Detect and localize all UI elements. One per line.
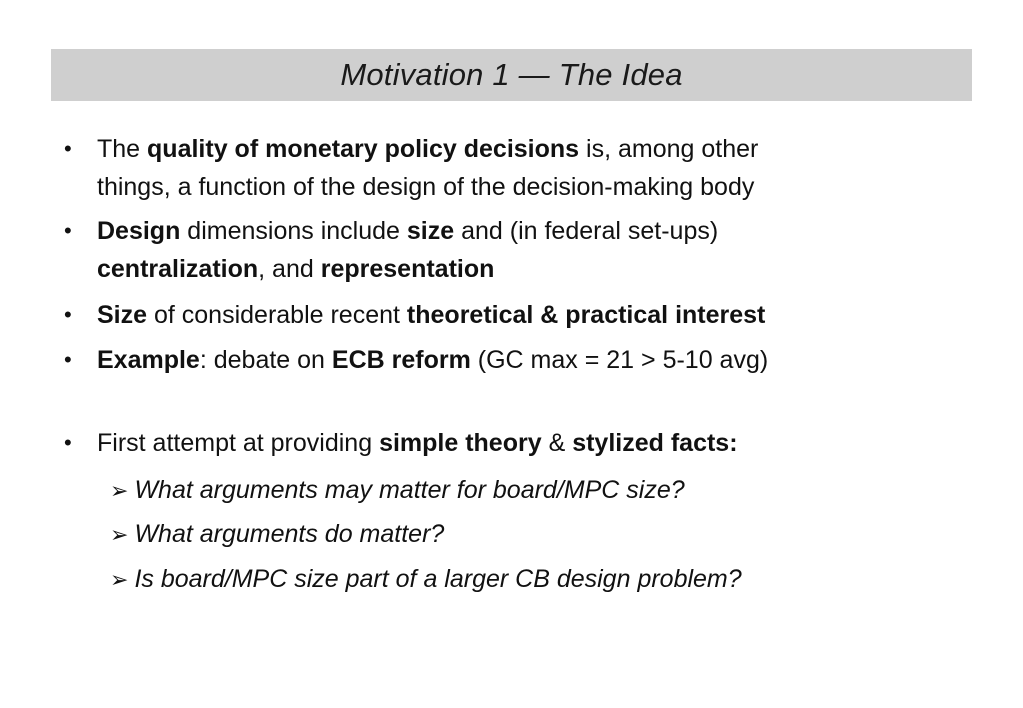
bold-run: representation: [320, 255, 495, 283]
text-run: things, a function of the design of the decision-making body: [97, 173, 755, 201]
text-run: and (in federal set-ups): [454, 217, 719, 245]
bold-run: theoretical & practical interest: [406, 301, 766, 329]
bold-run: quality of monetary policy decisions: [147, 135, 580, 163]
bold-run: stylized facts:: [572, 429, 738, 457]
arrow-bullet-icon: ➢: [110, 478, 129, 503]
text-run: &: [541, 429, 573, 457]
sub-item-may-matter: [110, 471, 685, 510]
text-run: First attempt at providing: [97, 429, 380, 457]
bullet-text: [97, 296, 957, 334]
bold-run: ECB reform: [331, 346, 471, 374]
sub-item-text: Is board/MPC size part of a larger CB design problem?: [134, 565, 742, 593]
bullet-icon: •: [64, 218, 72, 243]
sub-item-text: What arguments do matter?: [134, 520, 445, 548]
sub-item-design-problem: [110, 560, 742, 599]
text-run: (GC max = 21 > 5-10 avg): [470, 346, 769, 374]
bold-run: Design: [97, 217, 181, 245]
text-run: The: [97, 135, 148, 163]
bold-run: Size: [97, 301, 148, 329]
text-run: : debate on: [199, 346, 332, 374]
sub-item-do-matter: [110, 515, 444, 554]
bold-run: simple theory: [379, 429, 542, 457]
sub-item-text: What arguments may matter for board/MPC size?: [134, 476, 685, 504]
bold-run: centralization: [97, 255, 259, 283]
bold-run: size: [406, 217, 455, 245]
bullet-icon: •: [64, 430, 72, 455]
bold-run: Example: [97, 346, 200, 374]
text-run: dimensions include: [180, 217, 407, 245]
slide-title: Motivation 1 — The Idea: [340, 57, 683, 92]
bullet-text: [97, 424, 957, 462]
bullet-text: [97, 212, 957, 288]
arrow-bullet-icon: ➢: [110, 522, 129, 547]
text-run: is, among other: [579, 135, 759, 163]
bullet-icon: •: [64, 136, 72, 161]
bullet-icon: •: [64, 347, 72, 372]
arrow-bullet-icon: ➢: [110, 567, 129, 592]
text-run: , and: [258, 255, 321, 283]
bullet-icon: •: [64, 302, 72, 327]
bullet-text: [97, 130, 957, 206]
text-run: of considerable recent: [147, 301, 407, 329]
bullet-text: [97, 341, 957, 379]
